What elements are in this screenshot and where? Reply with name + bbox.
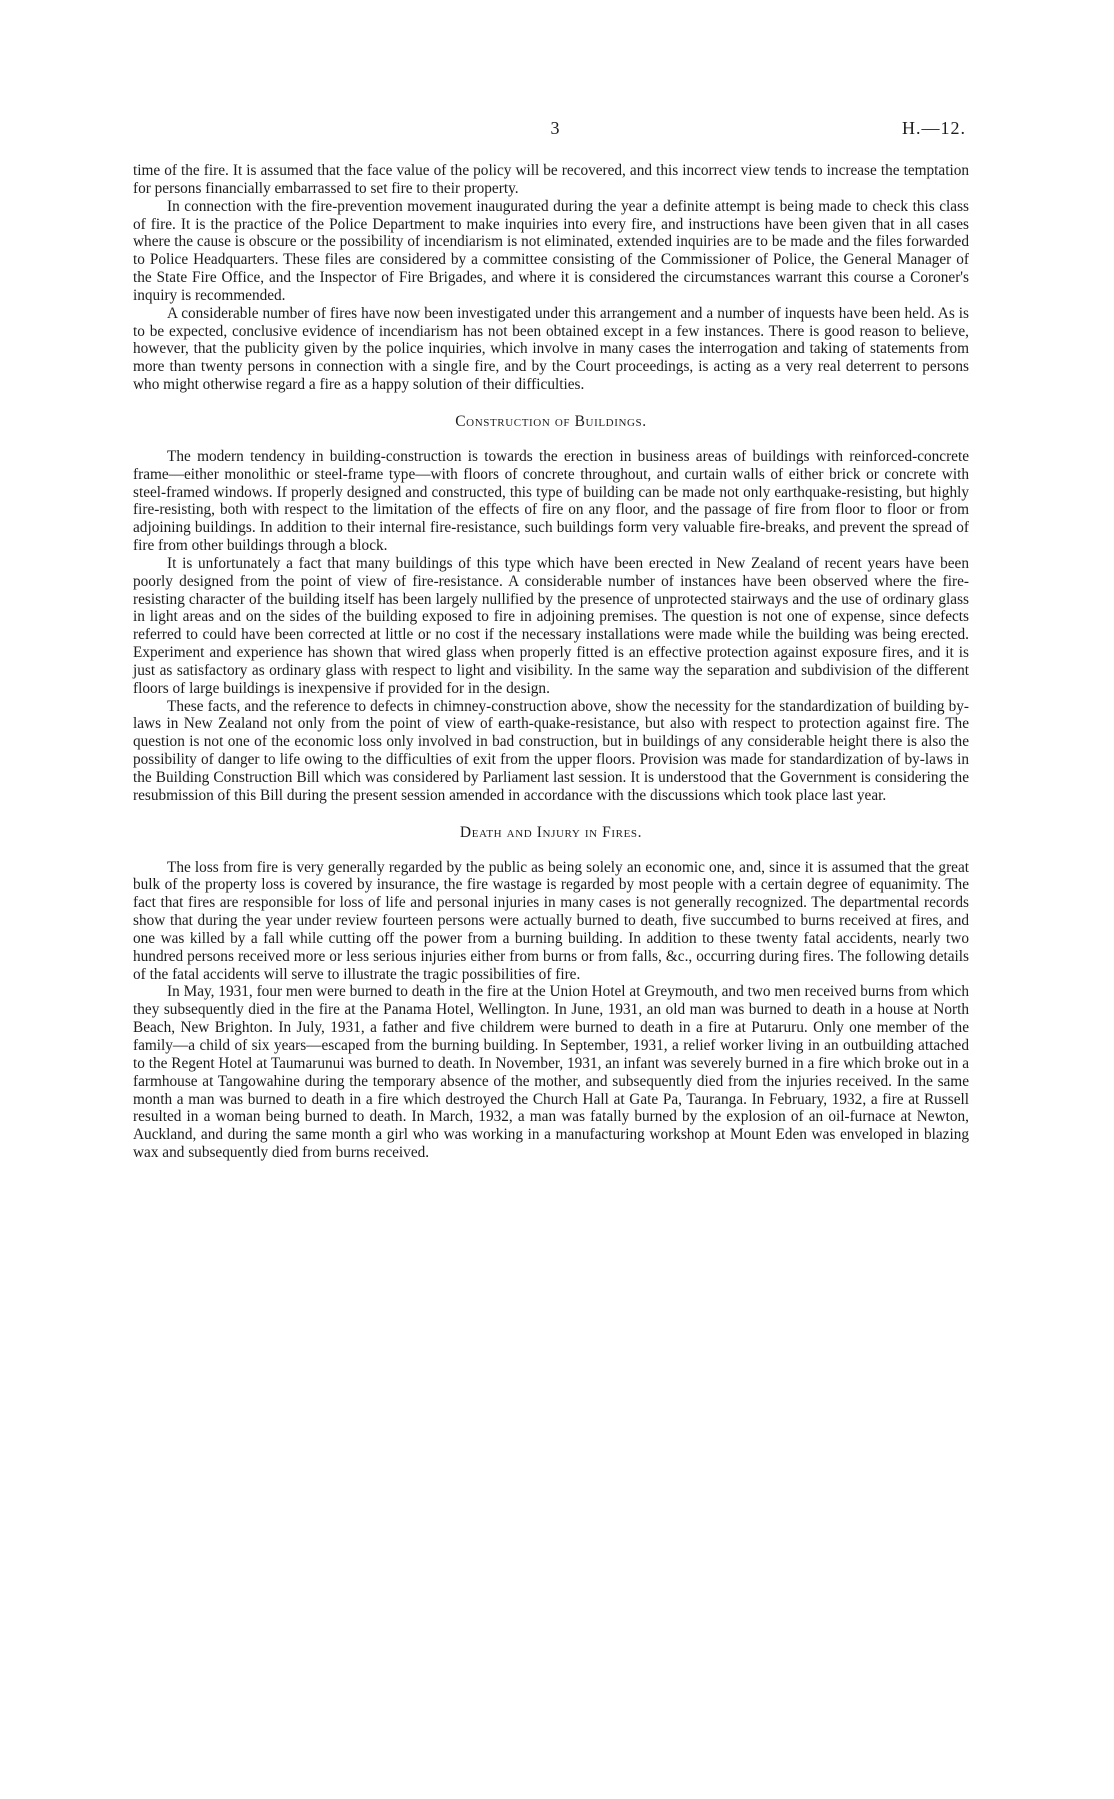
- page-number: 3: [550, 118, 560, 138]
- paragraph: In connection with the fire-prevention movement inaugurated during the year a definite attempt is being made to check this class of fire. It is the practice of the Police Department to make inquiries into every fire, and instructions have been given that in all cases where the cause is obscure or the possibility of incendiarism is not eliminated, extended inquiries are to be made and the files forwarded to Police Headquarters. These files are considered by a committee consisting of the Commissioner of Police, the General Manager of the State Fire Office, and the Inspector of Fire Brigades, and where it is considered the circumstances warrant this course a Coroner's inquiry is recommended.: [133, 197, 969, 304]
- paragraph: time of the fire. It is assumed that the face value of the policy will be recovered, and this incorrect view tends to increase the temptation for persons financially embarrassed to set fire to their property.: [133, 162, 969, 197]
- paragraph: These facts, and the reference to defects in chimney-construction above, show the necessity for the standardization of building by-laws in New Zealand not only from the point of view of earth-quake-resistance, but also with respect to protection against fire. The question is not one of the economic loss only involved in bad construction, but in buildings of any considerable height there is also the possibility of danger to life owing to the difficulties of exit from the upper floors. Provision was made for standardization of by-laws in the Building Construction Bill which was considered by Parliament last session. It is understood that the Government is considering the resubmission of this Bill during the present session amended in accordance with the discussions which took place last year.: [133, 697, 969, 804]
- section-heading-death-injury: Death and Injury in Fires.: [459, 823, 643, 841]
- paragraph: The modern tendency in building-construction is towards the erection in business areas of buildings with reinforced-concrete frame—either monolithic or steel-frame type—with floors of concrete throughout, and curtain walls of either brick or concrete with steel-framed windows. If properly designed and constructed, this type of building can be made not only earthquake-resisting, but highly fire-resisting, both with respect to the limitation of the effects of fire on any floor, and the passage of fire from floor to floor or from adjoining buildings. In addition to their internal fire-resistance, such buildings form very valuable fire-breaks, and prevent the spread of fire from other buildings through a block.: [133, 447, 969, 555]
- paragraph: It is unfortunately a fact that many buildings of this type which have been erected in New Zealand of recent years have been poorly designed from the point of view of fire-resistance. A considerable number of instances have been observed where the fire-resisting character of the building itself has been largely nullified by the presence of unprotected stairways and the use of ordinary glass in light areas and on the sides of the building exposed to fire in adjoining premises. The question is not one of expense, since defects referred to could have been corrected at little or no cost if the necessary installations were made while the building was being erected. Experiment and experience has shown that wired glass when properly fitted is an effective protection against exposure fires, and it is just as satisfactory as ordinary glass with respect to light and visibility. In the same way the separation and subdivision of the different floors of large buildings is inexpensive if provided for in the design.: [133, 554, 969, 697]
- section-heading-construction: Construction of Buildings.: [455, 412, 647, 430]
- page-header: [130, 118, 980, 142]
- document-reference: H.—12.: [902, 118, 966, 138]
- page-body: [133, 162, 969, 1162]
- paragraph: A considerable number of fires have now been investigated under this arrangement and a number of inquests have been held. As is to be expected, conclusive evidence of incendiarism has not been obtained except in a few instances. There is good reason to believe, however, that the publicity given by the police inquiries, which involve in many cases the interrogation and taking of statements from more than twenty persons in connection with a single fire, and by the Court proceedings, is acting as a very real deterrent to persons who might otherwise regard a fire as a happy solution of their difficulties.: [133, 304, 969, 394]
- paragraph: The loss from fire is very generally regarded by the public as being solely an economic one, and, since it is assumed that the great bulk of the property loss is covered by insurance, the fire wastage is regarded by most people with a certain degree of equanimity. The fact that fires are responsible for loss of life and personal injuries in many cases is not generally recognized. The departmental records show that during the year under review fourteen persons were actually burned to death, five succumbed to burns received at fires, and one was killed by a fall while cutting off the power from a burning building. In addition to these twenty fatal accidents, nearly two hundred persons received more or less serious injuries either from burns or from falls, &c., occurring during fires. The following details of the fatal accidents will serve to illustrate the tragic possibilities of fire.: [133, 858, 969, 983]
- paragraph: In May, 1931, four men were burned to death in the fire at the Union Hotel at Greymouth, and two men received burns from which they subsequently died in the fire at the Panama Hotel, Wellington. In June, 1931, an old man was burned to death in a house at North Beach, New Brighton. In July, 1931, a father and five childrem were burned to death in a fire at Putaruru. Only one member of the family—a child of six years—escaped from the burning building. In September, 1931, a relief worker living in an outbuilding attached to the Regent Hotel at Taumarunui was burned to death. In November, 1931, an infant was severely burned in a fire which broke out in a farmhouse at Tangowahine during the temporary absence of the mother, and subsequently died from the injuries received. In the same month a man was burned to death in a fire which destroyed the Church Hall at Gate Pa, Tauranga. In February, 1932, a fire at Russell resulted in a woman being burned to death. In March, 1932, a man was fatally burned by the explosion of an oil-furnace at Newton, Auckland, and during the same month a girl who was working in a manufacturing workshop at Mount Eden was enveloped in blazing wax and subsequently died from burns received.: [133, 983, 969, 1162]
